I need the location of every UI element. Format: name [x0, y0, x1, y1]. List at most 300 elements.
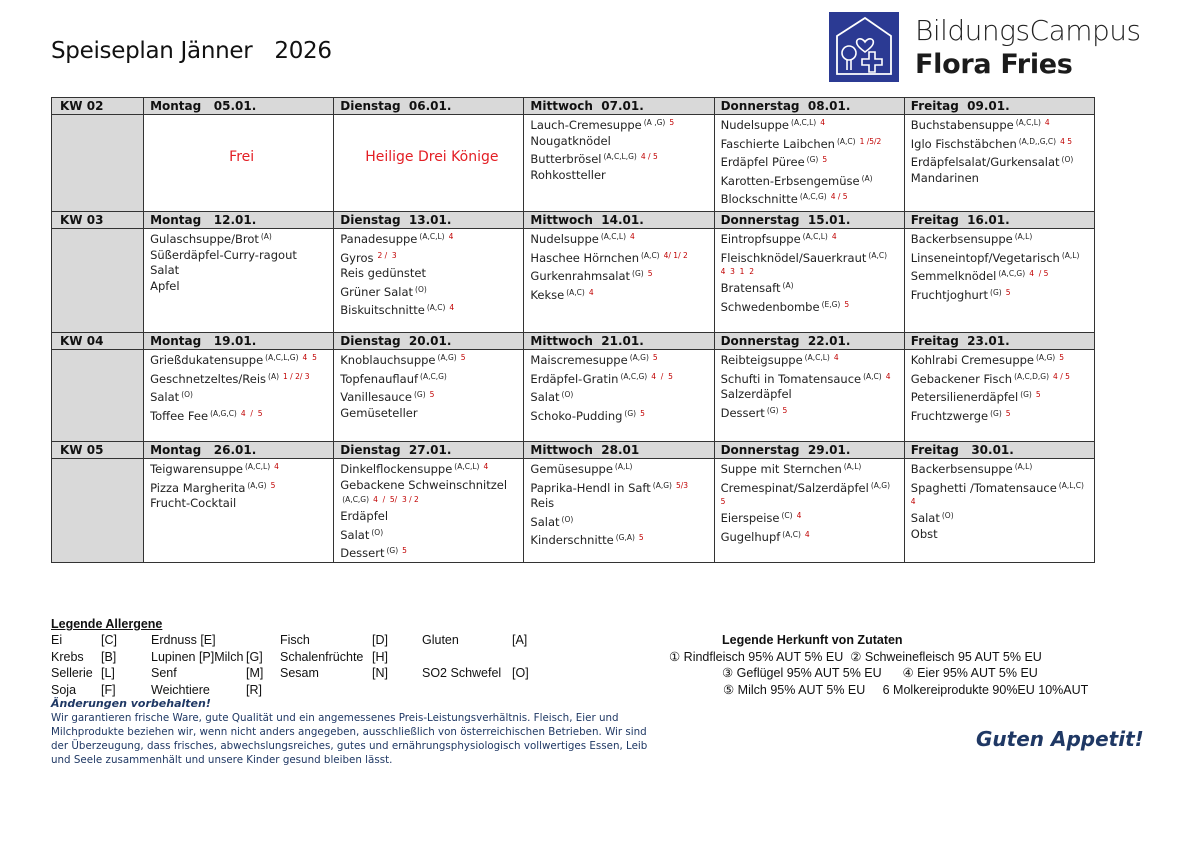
meal-item: [150, 248, 333, 264]
meal-item: [150, 279, 333, 295]
meal-item: [721, 459, 904, 478]
origin-legend-title: Legende Herkunft von Zutaten: [722, 633, 903, 647]
allergen-codes: (G): [386, 546, 399, 555]
meal-name: Gebackener Fisch: [910, 371, 1013, 386]
allergen-legend-row: [51, 649, 491, 666]
holiday-label: Frei: [229, 149, 255, 165]
meal-name: Petersilienerdäpfel: [910, 390, 1019, 404]
meal-item: [150, 229, 333, 248]
meal-item: [721, 115, 904, 134]
allergen-codes: (G): [413, 390, 426, 399]
allergen-codes: (A,C): [782, 529, 801, 539]
meal-name: Reis gedünstet: [340, 266, 426, 280]
allergen-codes: (A,G): [870, 480, 890, 490]
meal-item: [911, 248, 1094, 267]
origin-codes: 4/ 1/ 2: [663, 250, 688, 260]
day-cell: [714, 350, 904, 442]
allergen-codes: (A,L): [1061, 250, 1080, 260]
week-meals-row: [52, 229, 1095, 333]
meal-item: [530, 266, 713, 285]
allergen-codes: (A): [260, 232, 272, 241]
day-cell: [144, 350, 334, 442]
origin-line-3: ⑤ Milch 95% AUT 5% EU 6 Molkereiprodukte 90%EU 10%AUT: [723, 682, 1089, 697]
allergen-codes: (A,G): [1036, 353, 1056, 362]
day-header: Freitag 16.01.: [904, 212, 1094, 229]
meal-item: [721, 189, 904, 208]
meal-name: Gurkenrahmsalat: [530, 269, 631, 283]
meal-item: [530, 459, 713, 478]
allergen-legend-cell: Fisch: [280, 633, 310, 647]
menu-table: [51, 97, 1095, 563]
allergen-legend-cell: [M]: [246, 666, 264, 680]
allergen-legend-cell: [C]: [101, 633, 117, 647]
meal-name: Dessert: [720, 405, 765, 420]
meal-item: [911, 152, 1094, 171]
day-header: Mittwoch 07.01.: [524, 98, 714, 115]
meal-name: Schwedenbombe: [720, 299, 820, 314]
origin-codes: 4: [833, 353, 839, 362]
allergen-codes: (G): [806, 155, 819, 164]
day-cell: [524, 350, 714, 442]
allergen-codes: (A): [782, 281, 794, 290]
origin-codes: 4 / 5: [830, 192, 848, 201]
week-header-row: [52, 98, 1095, 115]
allergen-codes: (A,G): [247, 480, 267, 490]
meal-item: [150, 459, 333, 478]
origin-codes: 4 / 5/ 3 / 2: [373, 495, 419, 504]
origin-codes: 4: [796, 511, 802, 520]
allergen-codes: (A,C,L): [804, 353, 830, 362]
meal-name: Nudelsuppe: [530, 232, 599, 246]
logo-line1: BildungsCampus: [915, 13, 1141, 47]
meal-item: [911, 387, 1094, 406]
meal-name: Erdäpfel-Gratin: [530, 371, 619, 386]
day-cell: [904, 229, 1094, 333]
origin-codes: 5: [1005, 287, 1011, 297]
meal-name: Dessert: [340, 546, 385, 560]
allergen-legend-cell: [N]: [372, 666, 388, 680]
meal-name: Fleischknödel/Sauerkraut: [720, 250, 867, 265]
allergen-legend-cell: Sesam: [280, 666, 319, 680]
meal-item: [340, 478, 523, 510]
meal-name: Gugelhupf: [720, 529, 781, 544]
allergen-codes: (A): [268, 371, 280, 381]
meal-item: [911, 134, 1094, 153]
day-header: Dienstag 20.01.: [334, 333, 524, 350]
origin-codes: 5: [270, 480, 276, 490]
allergen-codes: (A,L): [1014, 232, 1033, 241]
allergen-codes: (A,C): [836, 136, 856, 146]
allergen-legend: [51, 617, 529, 698]
meal-name: Erdäpfel Püree: [720, 155, 805, 169]
allergen-legend-cell: [F]: [101, 682, 116, 697]
meal-item: [150, 478, 333, 497]
origin-codes: 5: [669, 118, 675, 127]
meal-item: [340, 406, 523, 422]
origin-codes: 5: [460, 353, 466, 362]
allergen-legend-cell: [512, 682, 540, 699]
meal-name: Reibteigsuppe: [720, 353, 803, 367]
meal-name: Cremespinat/Salzerdäpfel: [720, 480, 869, 495]
origin-codes: 4: [630, 232, 635, 241]
meal-name: Eintropfsuppe: [720, 232, 801, 246]
day-cell: [144, 229, 334, 333]
meal-item: [530, 512, 713, 531]
origin-codes: 4: [804, 529, 810, 539]
meal-name: Erdäpfel: [340, 509, 389, 523]
meal-name: Bratensaft: [720, 281, 781, 295]
meal-name: Lauch-Cremesuppe: [530, 118, 642, 132]
meal-item: [150, 406, 333, 425]
meal-name: Faschierte Laibchen: [720, 136, 835, 151]
allergen-legend-cell: Sellerie: [51, 666, 93, 680]
meal-item: [911, 459, 1094, 478]
day-cell: [904, 459, 1094, 563]
week-spacer-cell: [52, 115, 144, 212]
meal-item: [530, 149, 713, 168]
allergen-codes: (A,C,L): [1015, 118, 1041, 127]
day-header: Dienstag 06.01.: [334, 98, 524, 115]
day-header: Mittwoch 21.01.: [524, 333, 714, 350]
meal-name: Frucht-Cocktail: [150, 496, 237, 510]
day-cell: [334, 459, 524, 563]
meal-item: [911, 350, 1094, 369]
allergen-line: [340, 493, 523, 509]
meal-item: [721, 387, 904, 403]
allergen-codes: (O): [371, 527, 384, 537]
origin-codes: 4 / 5: [240, 408, 263, 418]
allergen-legend-cell: [B]: [101, 649, 117, 664]
meal-name: Eierspeise: [720, 511, 780, 525]
meal-item: [721, 171, 904, 190]
meal-item: [721, 403, 904, 422]
allergen-codes: (G): [632, 269, 644, 278]
allergen-legend-cell: [280, 682, 372, 699]
day-cell: [714, 115, 904, 212]
closing-greeting: Guten Appetit!: [976, 727, 1144, 751]
meal-name: Erdäpfelsalat/Gurkensalat: [910, 155, 1060, 169]
origin-legend: [660, 632, 1088, 698]
allergen-legend-title: Legende Allergene: [51, 617, 163, 631]
day-header: Donnerstag 29.01.: [714, 442, 904, 459]
origin-codes: 4: [448, 232, 454, 241]
meal-item: [340, 509, 523, 525]
allergen-codes: (E,G): [821, 299, 841, 309]
day-cell: [904, 350, 1094, 442]
day-header: Montag 19.01.: [144, 333, 334, 350]
day-cell: [144, 115, 334, 212]
meal-item: [340, 387, 523, 406]
allergen-codes: (A,C): [863, 371, 882, 381]
house-logo-icon: [829, 12, 899, 82]
day-header: Dienstag 13.01.: [334, 212, 524, 229]
allergen-legend-cell: [G]: [246, 649, 263, 664]
meal-item: [340, 300, 523, 319]
day-header: Freitag 30.01.: [904, 442, 1094, 459]
allergen-codes: (A,G): [652, 480, 672, 490]
meal-item: [911, 285, 1094, 304]
week-header-row: [52, 333, 1095, 350]
meal-item: [530, 168, 713, 184]
meal-name: Haschee Hörnchen: [530, 250, 639, 265]
meal-item: [150, 350, 333, 369]
meal-name: Geschnetzeltes/Reis: [150, 371, 267, 386]
changes-notice: Änderungen vorbehalten!: [51, 697, 211, 710]
week-number: KW 04: [52, 333, 144, 350]
meal-item: [911, 527, 1094, 543]
meal-name: Salat: [150, 390, 180, 404]
meal-name: Iglo Fischstäbchen: [910, 136, 1017, 151]
week-number: KW 05: [52, 442, 144, 459]
allergen-legend-cell: [246, 632, 280, 649]
week-spacer-cell: [52, 459, 144, 563]
origin-codes: 5: [1005, 408, 1011, 418]
meal-name: Kekse: [530, 287, 565, 302]
meal-item: [530, 530, 713, 549]
allergen-legend-cell: [O]: [512, 666, 529, 680]
week-number: KW 03: [52, 212, 144, 229]
origin-codes: 5: [638, 533, 644, 542]
meal-item: [721, 134, 904, 153]
allergen-codes: (O): [561, 390, 574, 399]
allergen-codes: (O): [181, 390, 193, 399]
meal-name: Paprika-Hendl in Saft: [530, 480, 651, 495]
allergen-codes: (O): [941, 511, 954, 520]
meal-name: Gemüsesuppe: [530, 462, 613, 476]
meal-name: Backerbsensuppe: [910, 232, 1013, 246]
meal-name: Knoblauchsuppe: [340, 353, 436, 367]
meal-item: [721, 248, 904, 279]
allergen-codes: (G,A): [615, 533, 635, 542]
origin-codes: 4: [1044, 118, 1050, 127]
day-header: Dienstag 27.01.: [334, 442, 524, 459]
meal-item: [340, 369, 523, 388]
meal-name: Toffee Fee: [150, 408, 209, 423]
meal-name: Linseneintopf/Vegetarisch: [910, 250, 1060, 265]
allergen-codes: (A,C,L): [791, 118, 817, 127]
meal-item: [911, 115, 1094, 134]
allergen-legend-cell: Erdnuss [E]: [151, 633, 216, 647]
allergen-codes: (O): [1061, 155, 1074, 164]
meal-item: [150, 369, 333, 388]
meal-name: Biskuitschnitte: [340, 303, 425, 317]
meal-name: Teigwarensuppe: [150, 462, 243, 476]
meal-item: [340, 350, 523, 369]
allergen-codes: (O): [415, 284, 427, 294]
title-text: Speiseplan Jänner: [51, 38, 253, 64]
origin-codes: 1 / 2/ 3: [283, 371, 310, 381]
meal-name: Apfel: [150, 278, 180, 293]
meal-item: [721, 369, 904, 388]
title-year: 2026: [274, 38, 332, 64]
meal-item: [911, 266, 1094, 285]
origin-codes: 5: [1059, 353, 1064, 362]
allergen-legend-cell: Lupinen [P]Milch: [151, 649, 244, 664]
week-meals-row: [52, 115, 1095, 212]
meal-item: [530, 350, 713, 369]
day-cell: [524, 115, 714, 212]
meal-name: Suppe mit Sternchen: [720, 462, 842, 476]
allergen-legend-cell: Soja: [51, 682, 77, 697]
origin-codes: 5: [402, 546, 407, 555]
meal-item: [530, 115, 713, 134]
meal-item: [721, 278, 904, 297]
meal-name: Kohlrabi Cremesuppe: [910, 353, 1034, 367]
allergen-codes: (A,L): [614, 462, 633, 471]
meal-item: [721, 350, 904, 369]
day-header: Donnerstag 15.01.: [714, 212, 904, 229]
allergen-codes: (A,C,L): [244, 462, 271, 471]
meal-name: Salat: [530, 390, 560, 404]
origin-codes: 5: [1035, 390, 1041, 399]
meal-name: Gulaschsuppe/Brot: [150, 232, 259, 246]
day-header: Freitag 09.01.: [904, 98, 1094, 115]
allergen-codes: (A,C,L,G): [603, 152, 637, 161]
meal-item: [721, 478, 904, 509]
meal-name: Reis: [530, 496, 555, 510]
meal-name: Pizza Margherita: [150, 480, 246, 495]
quality-paragraph: Wir garantieren frische Ware, gute Qualität und ein angemessenes Preis-Leistungsverhältnis. Fleisch, Eier und Milchprodukte beziehen wir, wenn nicht anders angegeben, ausschließlich von österreichischen Betrieben. Wir sind der Überzeugung, dass frisches, abwechslungsreiches, gutes und ernährungsphysiologisch vollwertiges Essen, Leib und Seele zusammenhält und unsere Kinder gesund bleiben lässt.: [51, 712, 648, 766]
allergen-codes: (A,D,,G,C): [1018, 136, 1057, 146]
meal-item: [150, 263, 333, 279]
allergen-codes: (A,G,C): [210, 408, 237, 418]
day-header: Montag 26.01.: [144, 442, 334, 459]
allergen-codes: (A,C,L): [454, 462, 480, 471]
allergen-codes: (A,C): [868, 250, 887, 260]
meal-item: [530, 134, 713, 150]
origin-codes: 4: [831, 232, 837, 241]
allergen-codes: (A,L): [843, 462, 862, 471]
allergen-legend-cell: [372, 682, 422, 699]
meal-name: Spaghetti /Tomatensauce: [910, 480, 1057, 495]
meal-item: [530, 248, 713, 267]
allergen-codes: (A ,G): [643, 118, 666, 127]
allergen-codes: (A,C,L): [419, 232, 445, 241]
allergen-codes: (A,G): [437, 353, 457, 362]
meal-item: [721, 527, 904, 546]
meal-name: Mandarinen: [910, 170, 979, 185]
meal-name: Topfenauflauf: [340, 371, 419, 386]
allergen-legend-row: [51, 632, 528, 649]
meal-name: Butterbrösel: [530, 152, 602, 166]
allergen-codes: (C): [781, 511, 793, 520]
day-cell: [524, 459, 714, 563]
week-header-row: [52, 442, 1095, 459]
week-meals-row: [52, 350, 1095, 442]
allergen-codes: (A): [861, 173, 873, 183]
meal-name: Salat: [530, 514, 560, 529]
day-header: Donnerstag 22.01.: [714, 333, 904, 350]
week-header-row: [52, 212, 1095, 229]
meal-name: Schoko-Pudding: [530, 408, 623, 423]
allergen-codes: (A,C,L,G): [265, 353, 299, 362]
day-header: Donnerstag 08.01.: [714, 98, 904, 115]
allergen-codes: (A,C,D,G): [1014, 371, 1050, 381]
week-number: KW 02: [52, 98, 144, 115]
origin-codes: 4 5: [302, 353, 317, 362]
origin-codes: 4: [274, 462, 279, 471]
meal-item: [911, 406, 1094, 425]
allergen-codes: (A,C,G): [342, 495, 370, 504]
origin-line-2: ③ Geflügel 95% AUT 5% EU ④ Eier 95% AUT 5% EU: [722, 666, 1038, 680]
meal-name: Buchstabensuppe: [910, 118, 1014, 132]
meal-item: [340, 266, 523, 282]
meal-name: Nougatknödel: [530, 133, 611, 148]
origin-codes: 4: [820, 118, 825, 127]
meal-item: [530, 406, 713, 425]
meal-item: [721, 508, 904, 527]
meal-name: Fruchtzwerge: [910, 408, 989, 423]
meal-item: [150, 387, 333, 406]
allergen-codes: (A,C): [641, 250, 660, 260]
allergen-codes: (G): [766, 405, 779, 415]
meal-name: Gyros: [340, 250, 374, 265]
day-header: Montag 05.01.: [144, 98, 334, 115]
meal-item: [530, 387, 713, 406]
allergen-codes: (A,C,G): [799, 192, 827, 201]
allergen-codes: (A,C): [566, 287, 585, 297]
meal-item: [340, 229, 523, 248]
allergen-codes: (A,C,L): [802, 232, 828, 241]
allergen-legend-row: [51, 665, 529, 682]
allergen-codes: (G): [990, 287, 1002, 297]
origin-codes: 4 / 5: [640, 152, 658, 161]
page-title: [51, 38, 332, 64]
meal-item: [721, 229, 904, 248]
allergen-codes: (A,L,C): [1058, 480, 1084, 490]
meal-item: [911, 478, 1094, 509]
meal-name: Schufti in Tomatensauce: [720, 371, 862, 386]
logo: [829, 12, 1141, 82]
allergen-legend-cell: [H]: [372, 649, 388, 664]
meal-name: Gebackene Schweinschnitzel: [340, 477, 508, 492]
day-cell: [144, 459, 334, 563]
allergen-legend-cell: [A]: [512, 633, 528, 647]
origin-line-1: ① Rindfleisch 95% AUT 5% EU ② Schweinefleisch 95 AUT 5% EU: [669, 649, 1042, 664]
allergen-legend-cell: Weichtiere: [151, 682, 210, 697]
meal-item: [530, 496, 713, 512]
allergen-codes: (A,C): [426, 303, 446, 312]
origin-codes: 5: [640, 408, 645, 418]
meal-item: [530, 369, 713, 388]
meal-name: Panadesuppe: [340, 232, 418, 246]
allergen-legend-cell: Ei: [51, 633, 63, 647]
allergen-codes: (G): [1020, 390, 1032, 399]
allergen-legend-cell: Senf: [151, 666, 177, 680]
meal-name: Kinderschnitte: [530, 533, 614, 547]
allergen-codes: (A,G): [629, 353, 649, 362]
origin-codes: 4 5: [1060, 136, 1073, 146]
origin-codes: 4 / 5: [1029, 269, 1049, 278]
allergen-codes: (A,C,L): [600, 232, 627, 241]
day-cell: [334, 115, 524, 212]
meal-item: [721, 297, 904, 316]
meal-item: [530, 285, 713, 304]
holiday-label: Heilige Drei Könige: [365, 149, 499, 165]
meal-name: Grüner Salat: [340, 284, 414, 299]
origin-codes: 5: [720, 497, 726, 506]
meal-name: Semmelknödel: [910, 269, 997, 283]
day-header: Montag 12.01.: [144, 212, 334, 229]
day-cell: [334, 229, 524, 333]
origin-codes: 4: [885, 371, 891, 381]
week-spacer-cell: [52, 229, 144, 333]
allergen-legend-row: [51, 682, 491, 699]
origin-codes: 5: [647, 269, 653, 278]
allergen-legend-cell: [R]: [246, 682, 262, 697]
origin-codes: 1 /5/2: [859, 136, 882, 146]
origin-codes: 4 / 5: [1053, 371, 1070, 381]
